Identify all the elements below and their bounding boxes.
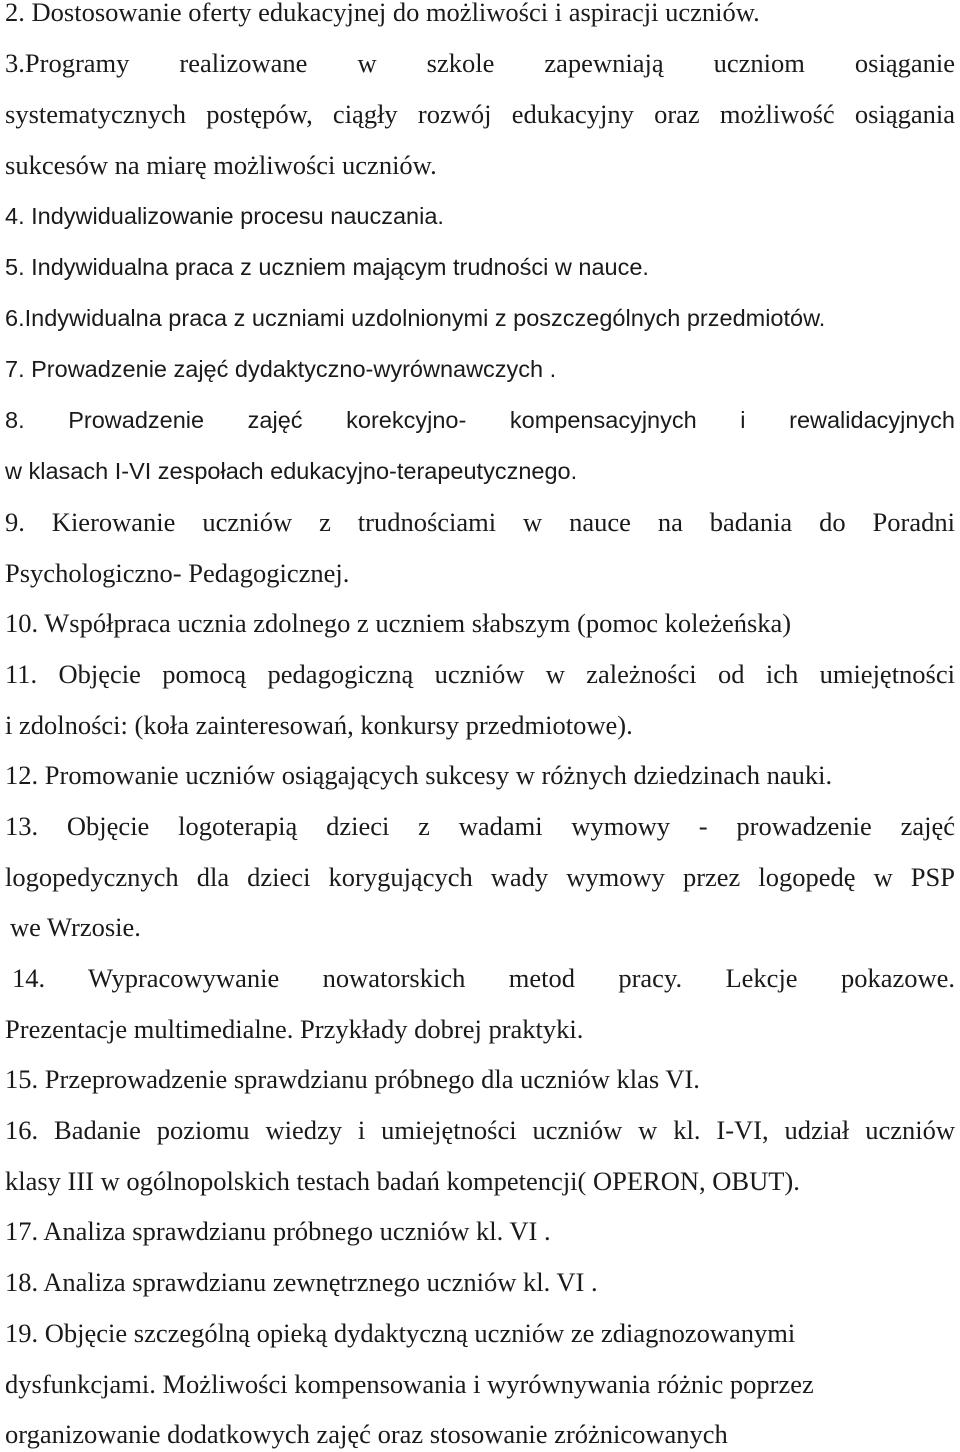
text-line-item-16: 16. Badanie poziomu wiedzy i umiejętności uczniów w kl. I-VI, udział uczniów [5, 1115, 955, 1145]
text-line-item-13: 13. Objęcie logoterapią dzieci z wadami wymowy - prowadzenie zajęć [5, 811, 955, 841]
text-line-item-10: 10. Współpraca ucznia zdolnego z uczniem słabszym (pomoc koleżeńska) [5, 608, 792, 638]
text-line-item-3: 3.Programy realizowane w szkole zapewniają uczniom osiąganie [5, 48, 955, 78]
text-line-item-13-cont: logopedycznych dla dzieci korygujących wady wymowy przez logopedę w PSP [5, 862, 955, 892]
text-line-item-7: 7. Prowadzenie zajęć dydaktyczno-wyrównawczych . [5, 356, 557, 382]
text-line-item-19-cont: dysfunkcjami. Możliwości kompensowania i wyrównywania różnic poprzez [5, 1369, 814, 1399]
text-line-item-17: 17. Analiza sprawdzianu próbnego uczniów kl. VI . [5, 1216, 551, 1246]
text-line-item-8-cont: w klasach I-VI zespołach edukacyjno-terapeutycznego. [5, 458, 578, 484]
text-line-item-3-end: sukcesów na miarę możliwości uczniów. [5, 150, 437, 180]
text-line-item-4: 4. Indywidualizowanie procesu nauczania. [5, 203, 444, 229]
text-line-item-15: 15. Przeprowadzenie sprawdzianu próbnego dla uczniów klas VI. [5, 1064, 700, 1094]
text-line-item-19-end: organizowanie dodatkowych zajęć oraz stosowanie zróżnicowanych [5, 1419, 728, 1449]
text-line-item-3-cont: systematycznych postępów, ciągły rozwój edukacyjny oraz możliwość osiągania [5, 99, 955, 129]
text-line-item-11-cont: i zdolności: (koła zainteresowań, konkursy przedmiotowe). [5, 710, 633, 740]
text-line-item-14-cont: Prezentacje multimedialne. Przykłady dobrej praktyki. [5, 1014, 584, 1044]
text-line-item-9: 9. Kierowanie uczniów z trudnościami w nauce na badania do Poradni [5, 507, 955, 537]
text-line-item-9-cont: Psychologiczno- Pedagogicznej. [5, 558, 350, 588]
text-line-item-18: 18. Analiza sprawdzianu zewnętrznego uczniów kl. VI . [5, 1267, 598, 1297]
text-line-item-8: 8. Prowadzenie zajęć korekcyjno- kompensacyjnych i rewalidacyjnych [5, 407, 955, 433]
text-line-item-13-end: we Wrzosie. [10, 912, 141, 942]
text-line-item-19: 19. Objęcie szczególną opieką dydaktyczną uczniów ze zdiagnozowanymi [5, 1318, 796, 1348]
text-line-item-5: 5. Indywidualna praca z uczniem mającym trudności w nauce. [5, 254, 649, 280]
text-line-item-2: 2. Dostosowanie oferty edukacyjnej do możliwości i aspiracji uczniów. [5, 0, 760, 27]
text-line-item-11: 11. Objęcie pomocą pedagogiczną uczniów w zależności od ich umiejętności [5, 659, 955, 689]
text-line-item-16-cont: klasy III w ogólnopolskich testach badań kompetencji( OPERON, OBUT). [5, 1166, 800, 1196]
text-line-item-6: 6.Indywidualna praca z uczniami uzdolnionymi z poszczególnych przedmiotów. [5, 305, 826, 331]
text-line-item-12: 12. Promowanie uczniów osiągających sukcesy w różnych dziedzinach nauki. [5, 760, 833, 790]
text-line-item-14: 14. Wypracowywanie nowatorskich metod pracy. Lekcje pokazowe. [12, 963, 955, 993]
